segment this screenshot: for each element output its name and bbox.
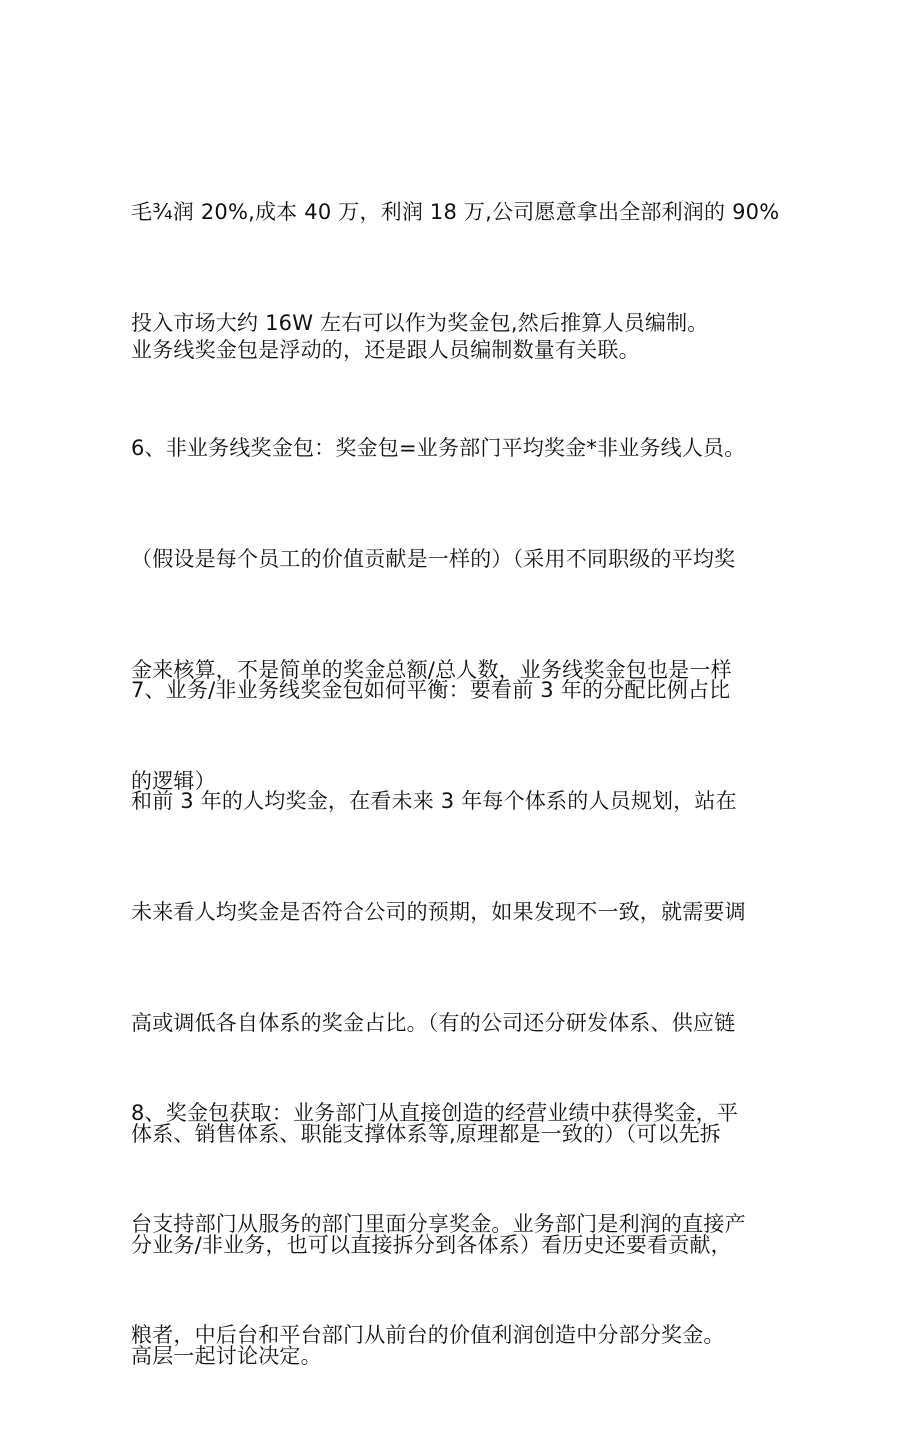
text-line: 8、奖金包获取：业务部门从直接创造的经营业绩中获得奖金，平 <box>131 1101 739 1125</box>
text-line: 7、业务/非业务线奖金包如何平衡：要看前 3 年的分配比例占比 <box>131 678 731 702</box>
text-line: 未来看人均奖金是否符合公司的预期，如果发现不一致，就需要调 <box>131 900 746 924</box>
text-line: 和前 3 年的人均奖金，在看未来 3 年每个体系的人员规划，站在 <box>131 789 737 813</box>
text-line: 分业务/非业务，也可以直接拆分到各体系）看历史还要看贡献， <box>131 1233 732 1257</box>
text-line: 高或调低各自体系的奖金占比。（有的公司还分研发体系、供应链 <box>131 1011 736 1035</box>
text-line: 6、非业务线奖金包：奖金包=业务部门平均奖金*非业务线人员。 <box>131 436 746 460</box>
text-line: 业务线奖金包是浮动的，还是跟人员编制数量有关联。 <box>131 338 640 362</box>
text-line: 金来核算，不是简单的奖金总额/总人数，业务线奖金包也是一样 <box>131 658 732 682</box>
text-line: 的逻辑） <box>131 769 216 793</box>
text-line: 毛¾润 20%,成本 40 万，利润 18 万,公司愿意拿出全部利润的 90% <box>131 200 780 224</box>
text-line: 高层一起讨论决定。 <box>131 1344 322 1368</box>
text-line: 投入市场大约 16W 左右可以作为奖金包,然后推算人员编制。 <box>131 311 709 335</box>
text-line: 粮者，中后台和平台部门从前台的价值利润创造中分部分奖金。 <box>131 1323 725 1347</box>
text-line: （假设是每个员工的价值贡献是一样的）（采用不同职级的平均奖 <box>131 547 736 571</box>
text-line: 体系、销售体系、职能支撑体系等,原理都是一致的）（可以先拆 <box>131 1122 721 1146</box>
text-line: 台支持部门从服务的部门里面分享奖金。业务部门是利润的直接产 <box>131 1212 746 1236</box>
paragraph-item-8-bonus-acquisition <box>131 1021 811 1428</box>
